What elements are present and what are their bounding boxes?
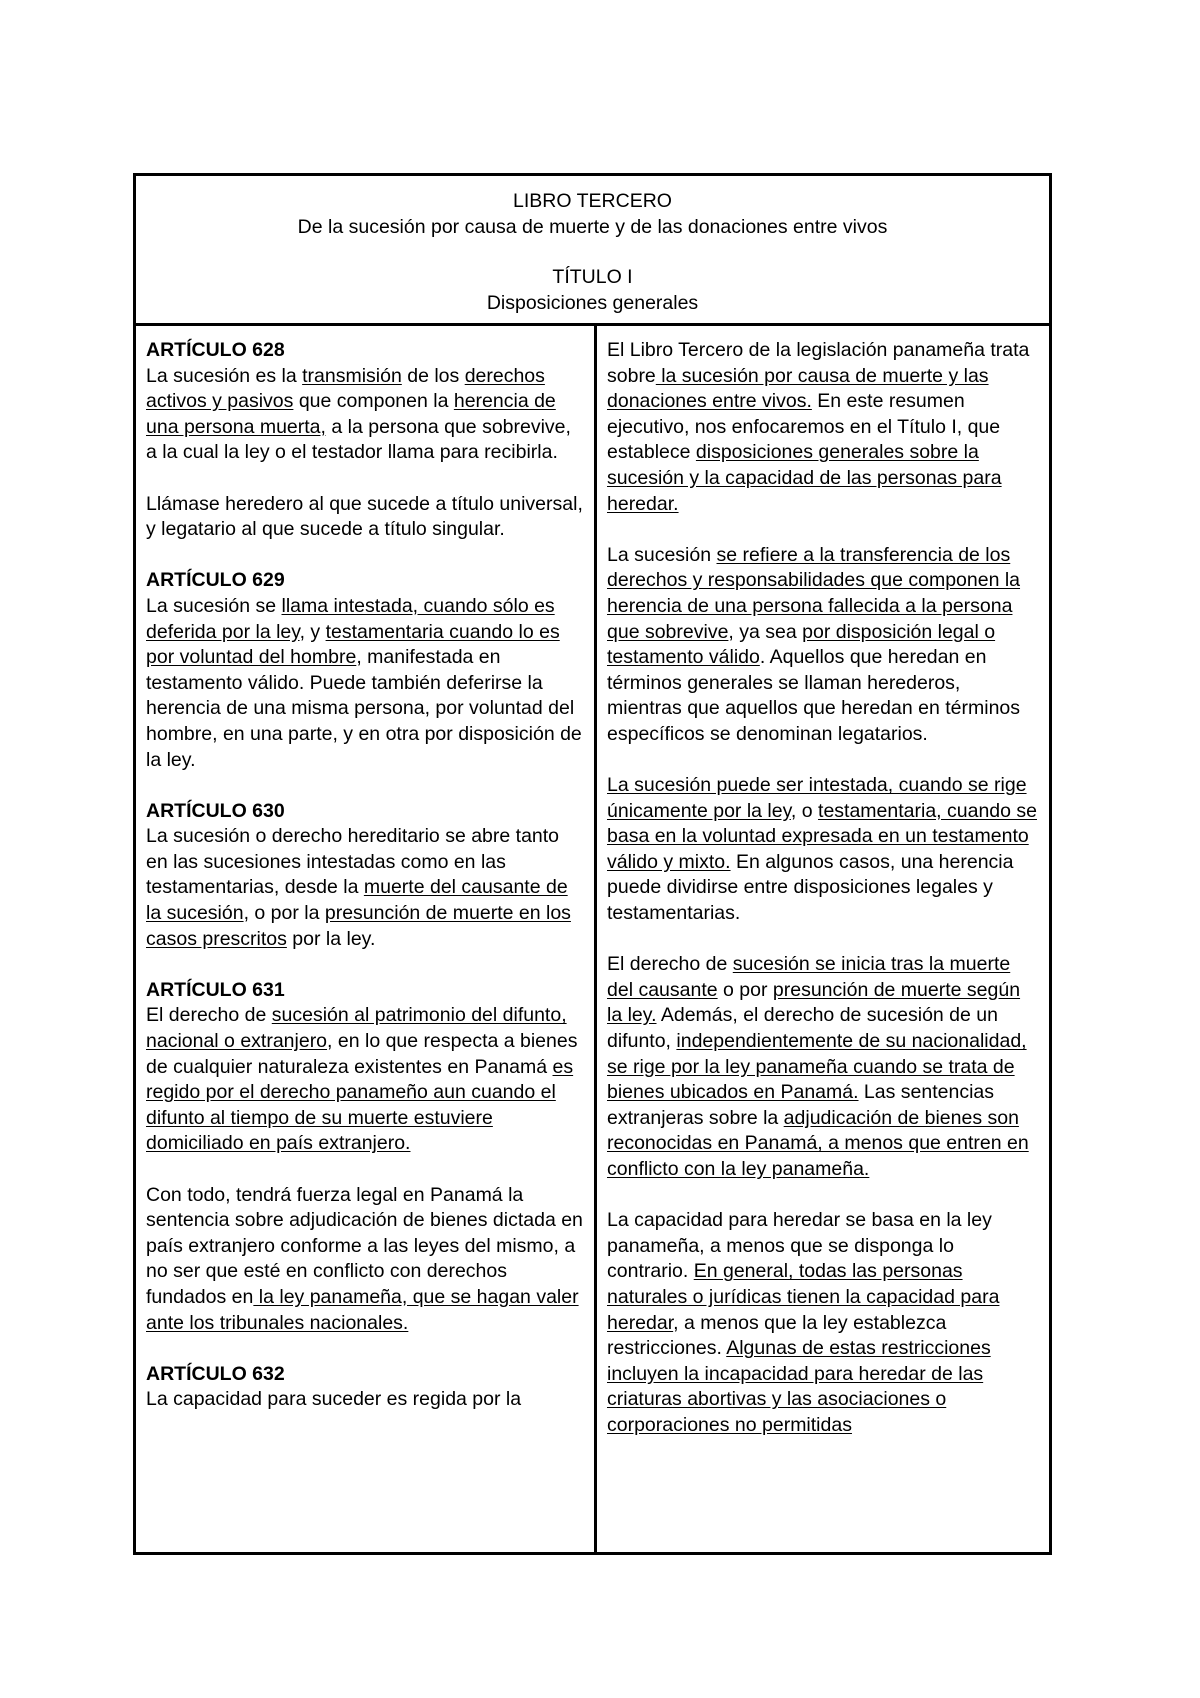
- article-paragraph: [146, 568, 584, 773]
- underlined-text: Algunas de estas restricciones incluyen la incapacidad para heredar de las criaturas abortivas y las asociaciones o corporaciones no permitidas: [607, 1337, 991, 1436]
- summary-column: [597, 326, 1049, 1552]
- article-paragraph: [146, 799, 584, 953]
- summary-paragraph: [607, 773, 1039, 927]
- underlined-text: se refiere a la transferencia de los derechos y responsabilidades que componen la herencia de una persona fallecida a la persona que sobrevive: [607, 543, 1021, 643]
- title-heading: TÍTULO I: [552, 266, 633, 288]
- text-run: , o por la: [243, 902, 325, 925]
- article-title: ARTÍCULO 632: [146, 1362, 285, 1385]
- title-subheading: Disposiciones generales: [486, 292, 699, 314]
- article-paragraph: [146, 978, 584, 1157]
- underlined-text: por disposición legal o testamento válido: [607, 620, 996, 669]
- underlined-text: adjudicación de bienes son reconocidas en Panamá, a menos que entren en conflicto con la ley panameña.: [607, 1106, 1029, 1180]
- underlined-text: derechos activos y pasivos: [146, 364, 545, 413]
- text-run: Además, el derecho de sucesión de un difunto,: [607, 1004, 998, 1053]
- text-run: , y: [299, 620, 326, 643]
- book-subtitle: De la sucesión por causa de muerte y de las donaciones entre vivos: [297, 216, 888, 238]
- text-run: La capacidad para suceder es regida por la: [146, 1388, 522, 1411]
- text-run: Llámase heredero al que sucede a título universal, y legatario al que sucede a título singular.: [146, 492, 583, 541]
- underlined-text: testamentaria, cuando se basa en la voluntad expresada en un testamento válido y mixto.: [607, 799, 1037, 873]
- text-run: El derecho de: [146, 1004, 272, 1027]
- summary-paragraph: [607, 952, 1039, 1182]
- text-run: , ya sea: [728, 620, 803, 643]
- underlined-text: independientemente de su nacionalidad, se rige por la ley panameña cuando se trata de bienes ubicados en Panamá.: [607, 1030, 1027, 1104]
- summary-paragraph: [607, 543, 1039, 748]
- underlined-text: sucesión se inicia tras la muerte del causante: [607, 953, 1011, 1001]
- text-run: o por: [717, 978, 773, 1001]
- text-run: La sucesión se: [146, 594, 282, 617]
- text-run: que componen la: [293, 390, 454, 413]
- text-run: , a menos que la ley establezca restricciones.: [607, 1311, 947, 1360]
- text-run: de los: [401, 364, 465, 387]
- text-run: a la persona que sobrevive, a la cual la ley o el testador llama para recibirla.: [146, 415, 571, 464]
- underlined-text: muerte del causante de la sucesión: [146, 876, 568, 925]
- article-title: ARTÍCULO 630: [146, 799, 285, 822]
- underlined-text: la sucesión por causa de muerte y las donaciones entre vivos.: [607, 364, 989, 413]
- underlined-text: disposiciones generales sobre la sucesión y la capacidad de las personas para heredar.: [607, 441, 1002, 515]
- underlined-text: sucesión al patrimonio del difunto, nacional o extranjero: [146, 1004, 567, 1053]
- article-title: ARTÍCULO 631: [146, 978, 285, 1001]
- text-run: En este resumen ejecutivo, nos enfocaremos en el Título I, que establece: [607, 390, 1001, 464]
- article-paragraph: [146, 1362, 584, 1413]
- underlined-text: En general, todas las personas naturales o jurídicas tienen la capacidad para heredar: [607, 1260, 1000, 1334]
- underlined-text: presunción de muerte según la ley.: [607, 978, 1021, 1027]
- text-run: En algunos casos, una herencia puede dividirse entre disposiciones legales y testamentarias.: [607, 850, 1014, 925]
- text-run: , en lo que respecta a bienes de cualquier naturaleza existentes en Panamá: [146, 1030, 578, 1078]
- article-paragraph: [146, 338, 584, 466]
- underlined-text: llama intestada, cuando sólo es deferida por la ley: [146, 594, 555, 643]
- text-run: La sucesión es la: [146, 364, 303, 387]
- underlined-text: la ley panameña, que se hagan valer ante los tribunales nacionales.: [146, 1285, 579, 1334]
- text-run: , o: [790, 799, 819, 822]
- underlined-text: testamentaria cuando lo es por voluntad del hombre: [146, 620, 560, 669]
- book-title: LIBRO TERCERO: [513, 190, 672, 212]
- content-columns: [136, 326, 1049, 1552]
- summary-paragraph: [607, 1208, 1039, 1438]
- article-paragraph: [146, 492, 584, 543]
- text-run: , manifestada en testamento válido. Puede también deferirse la herencia de una misma persona, por voluntad del hombre, en una parte, y en otra por disposición de la ley.: [146, 646, 582, 771]
- text-run: La capacidad para heredar se basa en la ley panameña, a menos que se disponga lo contrario.: [607, 1209, 992, 1283]
- underlined-text: transmisión: [302, 364, 402, 387]
- text-run: Con todo, tendrá fuerza legal en Panamá la sentencia sobre adjudicación de bienes dictada en país extranjero conforme a las leyes del mismo, a no ser que esté en conflicto con derechos fundados en: [146, 1183, 583, 1308]
- underlined-text: es regido por el derecho panameño aun cuando el difunto al tiempo de su muerte estuviere domiciliado en país extranjero.: [146, 1055, 574, 1155]
- underlined-text: presunción de muerte en los casos prescritos: [146, 902, 571, 950]
- text-run: . Aquellos que heredan en términos generales se llaman herederos, mientras que aquellos que heredan en términos específicos se denominan legatarios.: [607, 646, 1021, 745]
- text-run: Las sentencias extranjeras sobre la: [607, 1081, 995, 1129]
- text-run: La sucesión: [607, 543, 717, 566]
- summary-paragraph: [607, 338, 1039, 517]
- article-title: ARTÍCULO 629: [146, 569, 285, 592]
- underlined-text: herencia de una persona muerta,: [146, 390, 556, 438]
- text-run: El Libro Tercero de la legislación panameña trata sobre: [607, 339, 1030, 387]
- document-table: [133, 173, 1052, 1555]
- text-run: La sucesión o derecho hereditario se abre tanto en las sucesiones intestadas como en las testamentarias, desde la: [146, 825, 560, 899]
- underlined-text: La sucesión puede ser intestada, cuando se rige únicamente por la ley: [607, 774, 1027, 822]
- article-title: ARTÍCULO 628: [146, 339, 285, 361]
- table-header: [136, 176, 1049, 326]
- text-run: por la ley.: [286, 927, 376, 950]
- article-paragraph: [146, 1183, 584, 1337]
- articles-column: [136, 326, 597, 1552]
- text-run: El derecho de: [607, 953, 733, 976]
